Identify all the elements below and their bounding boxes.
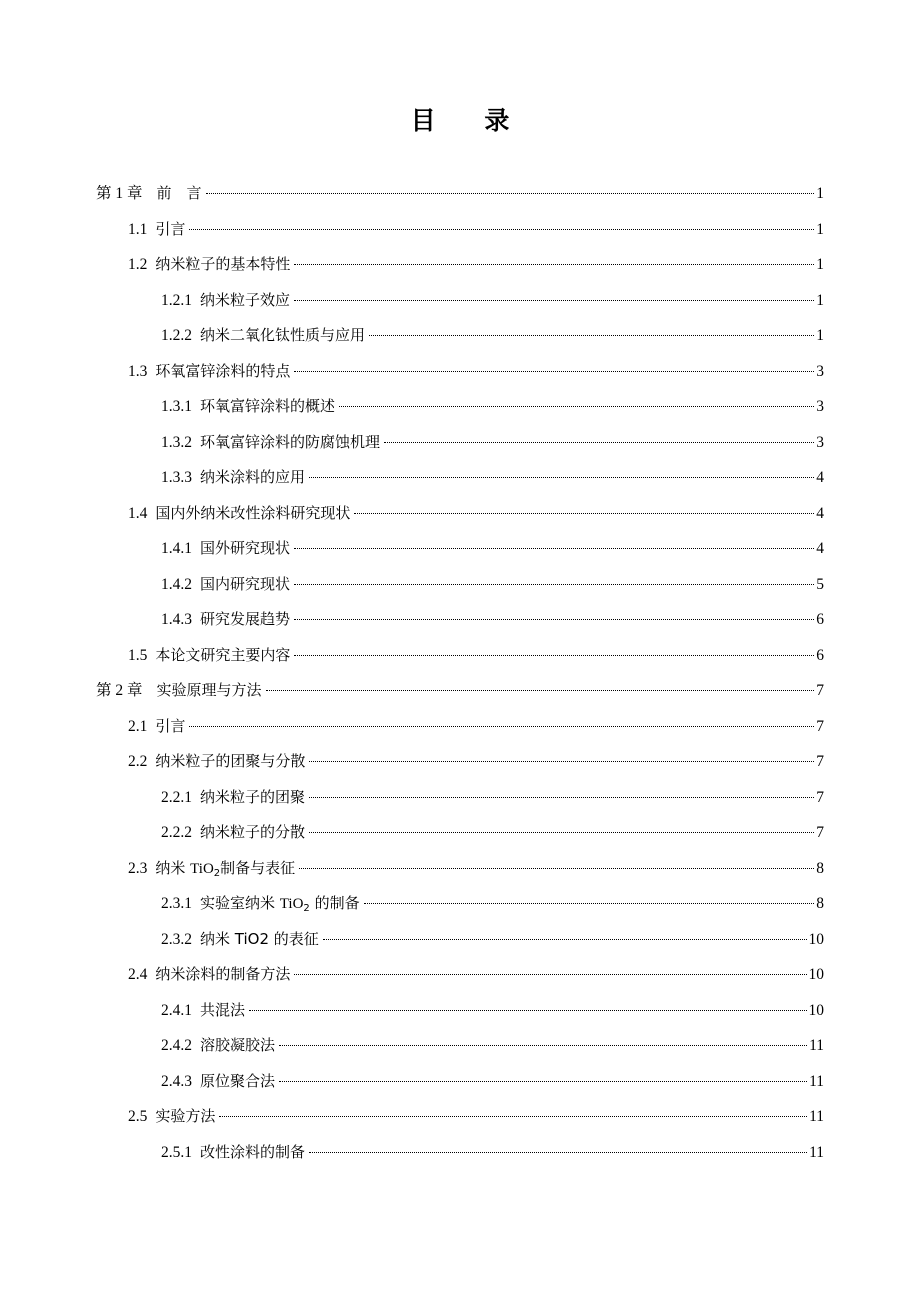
toc-entry[interactable] [96, 709, 824, 745]
dot-leader [299, 868, 814, 869]
toc-entry-page-number: 11 [809, 1072, 824, 1090]
toc-entry-title: 环氧富锌涂料的概述 [200, 397, 336, 415]
toc-entry-title-part: 纳米 [155, 858, 191, 877]
toc-entry-title: 引言 [155, 219, 186, 238]
toc-entry-number: 2.4.3 [161, 1072, 192, 1090]
toc-entry-title: 实验原理与方法 [156, 681, 262, 699]
toc-entry[interactable] [96, 638, 824, 674]
toc-entry-page-number: 7 [816, 682, 824, 699]
dot-leader [309, 797, 814, 798]
toc-entry-number: 1.3 [128, 362, 148, 380]
toc-entry[interactable] [96, 247, 824, 283]
dot-leader [294, 619, 814, 620]
dot-leader [354, 513, 814, 514]
toc-entry-title: 纳米粒子效应 [200, 290, 291, 309]
toc-entry-page-number: 8 [816, 895, 824, 912]
toc-entry[interactable] [96, 531, 824, 567]
toc-entry-page-number: 4 [816, 540, 824, 557]
toc-entry-title: 环氧富锌涂料的特点 [155, 361, 291, 380]
toc-entry-number: 1.3.2 [161, 433, 192, 451]
dot-leader [294, 655, 814, 656]
toc-entry-number: 1.3.3 [161, 469, 192, 486]
dot-leader [206, 193, 815, 194]
toc-entry-page-number: 1 [816, 327, 824, 344]
toc-entry[interactable] [96, 602, 824, 638]
toc-entry-title: 纳米涂料的制备方法 [155, 965, 291, 983]
toc-entry-number: 1.4.3 [161, 611, 192, 628]
toc-entry-page-number: 1 [816, 256, 824, 273]
toc-entry[interactable] [96, 744, 824, 780]
toc-entry-page-number: 10 [808, 1001, 824, 1019]
toc-entry-title-part: 制备与表征 [220, 858, 296, 877]
toc-entry-number: 2.1 [128, 717, 148, 735]
toc-entry-page-number: 4 [816, 504, 824, 522]
dot-leader [364, 903, 815, 904]
toc-entry-title: 研究发展趋势 [200, 610, 291, 628]
dot-leader [266, 690, 815, 691]
toc-entry-title: 共混法 [200, 1000, 246, 1019]
chemical-subscript: 2 [303, 903, 310, 914]
toc-entry[interactable] [96, 389, 824, 425]
toc-entry-page-number: 1 [816, 185, 824, 202]
toc-entry-page-number: 11 [809, 1143, 824, 1161]
chemical-formula: TiO [279, 896, 304, 912]
toc-entry[interactable] [96, 318, 824, 354]
toc-entry-page-number: 3 [816, 362, 824, 380]
toc-entry-title: 溶胶凝胶法 [200, 1036, 276, 1054]
toc-entry-page-number: 10 [808, 966, 824, 983]
toc-entry-number: 2.4.1 [161, 1001, 192, 1019]
toc-entry-page-number: 7 [816, 753, 824, 770]
toc-entry-number: 1.4.2 [161, 575, 192, 593]
dot-leader [249, 1010, 806, 1011]
toc-entry-title: 纳米二氧化钛性质与应用 [200, 326, 366, 344]
toc-entry-title: 实验方法 [155, 1107, 216, 1125]
toc-entry-number: 2.4 [128, 966, 148, 983]
toc-entry-number: 2.2.2 [161, 824, 192, 841]
chemical-formula: TiO [190, 860, 214, 877]
toc-entry-title-part: 实验室纳米 [200, 894, 280, 912]
toc-entry-number: 1.1 [128, 220, 148, 238]
toc-entry-page-number: 1 [816, 291, 824, 309]
toc-entry-number: 1.4 [128, 504, 148, 522]
dot-leader [279, 1045, 807, 1046]
toc-entry-number: 1.3.1 [161, 398, 192, 415]
toc-entry-number: 2.4.2 [161, 1037, 192, 1054]
toc-entry-title: 前 言 [156, 184, 202, 202]
toc-entry-number: 2.3 [128, 859, 148, 877]
dot-leader [189, 229, 814, 230]
toc-entry-number: 2.2 [128, 753, 148, 770]
dot-leader [294, 264, 814, 265]
dot-leader [294, 974, 806, 975]
toc-entry-title: 国外研究现状 [200, 539, 291, 557]
toc-entry[interactable] [96, 673, 824, 709]
dot-leader [369, 335, 814, 336]
toc-entry-title: 本论文研究主要内容 [155, 645, 291, 664]
toc-entry-page-number: 7 [816, 824, 824, 841]
toc-entry[interactable] [96, 176, 824, 212]
dot-leader [294, 300, 814, 301]
toc-entry-title: 国内研究现状 [200, 574, 291, 593]
table-of-contents [96, 176, 824, 1170]
dot-leader [189, 726, 814, 727]
toc-entry[interactable] [96, 922, 824, 958]
toc-entry-title [200, 886, 360, 923]
toc-entry[interactable] [96, 886, 824, 922]
dot-leader [309, 832, 814, 833]
toc-entry[interactable] [96, 1099, 824, 1135]
toc-entry-title: 引言 [155, 716, 186, 735]
dot-leader [339, 406, 814, 407]
toc-entry[interactable] [96, 567, 824, 603]
toc-entry[interactable] [96, 957, 824, 993]
dot-leader [384, 442, 814, 443]
toc-entry-number: 2.3.2 [161, 930, 192, 948]
toc-entry-number: 第 2 章 [96, 682, 143, 699]
toc-entry-page-number: 6 [816, 646, 824, 664]
toc-entry[interactable] [96, 496, 824, 532]
toc-entry[interactable] [96, 425, 824, 461]
chemical-subscript: 2 [213, 867, 221, 879]
toc-entry-title: 纳米粒子的团聚 [200, 787, 306, 806]
toc-entry-title: 环氧富锌涂料的防腐蚀机理 [200, 432, 381, 451]
toc-entry[interactable] [96, 460, 824, 496]
toc-entry-number: 2.5 [128, 1108, 148, 1125]
toc-entry-page-number: 7 [816, 788, 824, 806]
toc-entry-number: 2.3.1 [161, 895, 192, 912]
toc-entry[interactable] [96, 780, 824, 816]
dot-leader [309, 761, 814, 762]
toc-entry-number: 1.2 [128, 256, 148, 273]
toc-entry-title: 纳米粒子的分散 [200, 823, 306, 841]
toc-entry-page-number: 4 [816, 469, 824, 486]
dot-leader [323, 939, 807, 940]
toc-entry-title: 纳米 TiO2 的表征 [200, 929, 319, 948]
toc-entry-title: 纳米粒子的基本特性 [155, 255, 291, 273]
toc-entry-page-number: 3 [816, 433, 824, 451]
toc-entry-number: 1.2.2 [161, 327, 192, 344]
toc-entry[interactable] [96, 212, 824, 248]
toc-entry-title: 改性涂料的制备 [200, 1142, 306, 1161]
toc-entry[interactable] [96, 815, 824, 851]
toc-entry-number: 1.5 [128, 646, 148, 664]
toc-entry-title: 国内外纳米改性涂料研究现状 [155, 503, 351, 522]
toc-entry-title [155, 851, 295, 888]
toc-title: 目 录 [410, 106, 530, 135]
toc-entry-page-number: 6 [816, 611, 824, 628]
toc-entry[interactable] [96, 851, 824, 887]
toc-entry[interactable] [96, 283, 824, 319]
toc-entry-page-number: 5 [816, 575, 824, 593]
toc-entry-title-part: 的制备 [309, 894, 360, 912]
toc-entry[interactable] [96, 354, 824, 390]
dot-leader [294, 548, 814, 549]
dot-leader [294, 584, 814, 585]
toc-entry-page-number: 11 [809, 1108, 824, 1125]
dot-leader [309, 477, 814, 478]
toc-entry-page-number: 8 [816, 859, 824, 877]
toc-entry-title: 纳米涂料的应用 [200, 468, 306, 486]
toc-entry-title: 纳米粒子的团聚与分散 [155, 752, 306, 770]
toc-entry-title: 原位聚合法 [200, 1071, 276, 1090]
toc-entry[interactable] [96, 1028, 824, 1064]
toc-entry[interactable] [96, 993, 824, 1029]
toc-entry-number: 1.2.1 [161, 291, 192, 309]
toc-entry[interactable] [96, 1135, 824, 1171]
dot-leader [294, 371, 814, 372]
dot-leader [309, 1152, 807, 1153]
dot-leader [219, 1116, 807, 1117]
toc-entry-page-number: 1 [816, 220, 824, 238]
toc-entry-number: 2.2.1 [161, 788, 192, 806]
toc-entry[interactable] [96, 1064, 824, 1100]
toc-entry-number: 1.4.1 [161, 540, 192, 557]
toc-entry-page-number: 3 [816, 398, 824, 415]
dot-leader [279, 1081, 807, 1082]
toc-entry-page-number: 7 [816, 717, 824, 735]
toc-entry-number: 2.5.1 [161, 1143, 192, 1161]
toc-entry-page-number: 10 [808, 930, 824, 948]
toc-entry-page-number: 11 [809, 1037, 824, 1054]
toc-entry-number: 第 1 章 [96, 185, 143, 202]
